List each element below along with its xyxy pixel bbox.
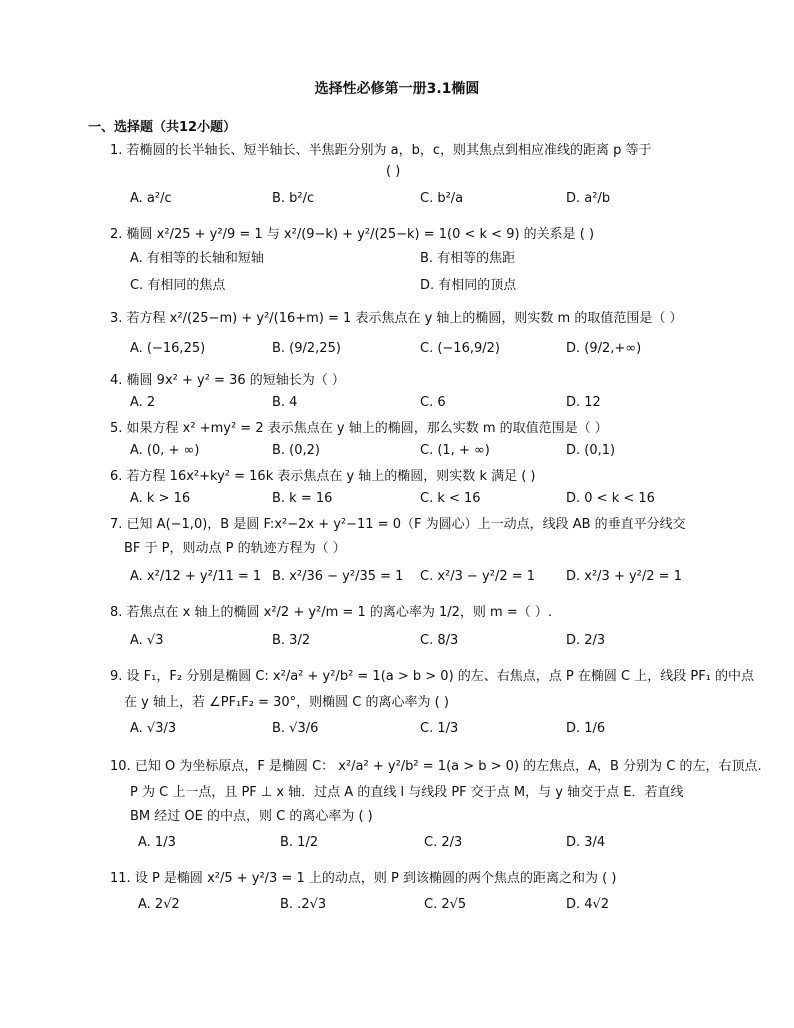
option-d: D. (0,1) xyxy=(566,443,616,458)
question-1: 1. 若椭圆的长半轴长、短半轴长、半焦距分别为 a，b，c，则其焦点到相应准线的距离 p 等于 xyxy=(110,143,652,158)
option-a: A. a²/c xyxy=(130,191,172,206)
question-5: 5. 如果方程 x² +my² = 2 表示焦点在 y 轴上的椭圆，那么实数 m 的取值范围是（ ） xyxy=(110,421,608,436)
section-heading: 一、选择题（共12小题） xyxy=(88,120,237,135)
option-b: B. k = 16 xyxy=(272,491,333,506)
option-a: A. (0, + ∞) xyxy=(130,443,200,458)
option-b: B. 1/2 xyxy=(280,835,319,850)
option-b: B. b²/c xyxy=(272,191,315,206)
question-10-line-3: BM 经过 OE 的中点，则 C 的离心率为 ( ) xyxy=(130,809,373,824)
option-a: A. 2 xyxy=(130,395,156,410)
option-a: A. x²/12 + y²/11 = 1 xyxy=(130,569,262,584)
option-c: C. 有相同的焦点 xyxy=(130,278,226,293)
option-b: B. .2√3 xyxy=(280,897,327,912)
option-c: C. (1, + ∞) xyxy=(420,443,490,458)
option-d: D. x²/3 + y²/2 = 1 xyxy=(566,569,682,584)
option-a: A. √3 xyxy=(130,633,164,648)
option-c: C. b²/a xyxy=(420,191,464,206)
option-d: D. 有相同的顶点 xyxy=(420,278,517,293)
option-c: C. 8/3 xyxy=(420,633,459,648)
question-7: 7. 已知 A(−1,0)，B 是圆 F:x²−2x + y²−11 = 0（F 为圆心）上一动点，线段 AB 的垂直平分线交 xyxy=(110,517,686,532)
question-10: 10. 已知 O 为坐标原点，F 是椭圆 C： x²/a² + y²/b² = 1(a > b > 0) 的左焦点，A，B 分别为 C 的左，右顶点. xyxy=(110,759,762,774)
option-b: B. (9/2,25) xyxy=(272,341,341,356)
option-c: C. k < 16 xyxy=(420,491,481,506)
option-a: A. (−16,25) xyxy=(130,341,206,356)
option-b: B. 4 xyxy=(272,395,298,410)
question-7-line-2: BF 于 P，则动点 P 的轨迹方程为（ ） xyxy=(124,541,346,556)
option-d: D. 1/6 xyxy=(566,721,606,736)
option-c: C. (−16,9/2) xyxy=(420,341,500,356)
question-9: 9. 设 F₁，F₂ 分别是椭圆 C: x²/a² + y²/b² = 1(a > b > 0) 的左、右焦点，点 P 在椭圆 C 上，线段 PF₁ 的中点 xyxy=(110,669,755,684)
question-2: 2. 椭圆 x²/25 + y²/9 = 1 与 x²/(9−k) + y²/(25−k) = 1(0 < k < 9) 的关系是 ( ) xyxy=(110,227,595,242)
option-b: B. 有相等的焦距 xyxy=(420,251,516,266)
option-d: D. 0 < k < 16 xyxy=(566,491,655,506)
option-d: D. 4√2 xyxy=(566,897,610,912)
question-4: 4. 椭圆 9x² + y² = 36 的短轴长为（ ） xyxy=(110,373,345,388)
question-10-line-2: P 为 C 上一点，且 PF ⊥ x 轴．过点 A 的直线 l 与线段 PF 交于点 M，与 y 轴交于点 E．若直线 xyxy=(130,785,684,800)
option-d: D. 12 xyxy=(566,395,601,410)
question-11: 11. 设 P 是椭圆 x²/5 + y²/3 = 1 上的动点，则 P 到该椭圆的两个焦点的距离之和为 ( ) xyxy=(110,871,617,886)
option-c: C. x²/3 − y²/2 = 1 xyxy=(420,569,536,584)
option-a: A. √3/3 xyxy=(130,721,177,736)
option-a: A. 2√2 xyxy=(138,897,180,912)
option-c: C. 2/3 xyxy=(424,835,463,850)
question-8: 8. 若焦点在 x 轴上的椭圆 x²/2 + y²/m = 1 的离心率为 1/2，则 m =（ ）. xyxy=(110,605,552,620)
question-9-line-2: 在 y 轴上，若 ∠PF₁F₂ = 30°，则椭圆 C 的离心率为 ( ) xyxy=(124,695,449,710)
question-6: 6. 若方程 16x²+ky² = 16k 表示焦点在 y 轴上的椭圆，则实数 k 满足 ( ) xyxy=(110,469,536,484)
option-b: B. (0,2) xyxy=(272,443,321,458)
question-3: 3. 若方程 x²/(25−m) + y²/(16+m) = 1 表示焦点在 y 轴上的椭圆，则实数 m 的取值范围是（ ） xyxy=(110,311,683,326)
answer-paren: ( ) xyxy=(386,164,401,179)
option-d: D. (9/2,+∞) xyxy=(566,341,642,356)
option-c: C. 6 xyxy=(420,395,446,410)
option-b: B. √3/6 xyxy=(272,721,319,736)
option-b: B. x²/36 − y²/35 = 1 xyxy=(272,569,404,584)
option-b: B. 3/2 xyxy=(272,633,311,648)
option-c: C. 2√5 xyxy=(424,897,467,912)
option-a: A. k > 16 xyxy=(130,491,191,506)
page-title: 选择性必修第一册3.1椭圆 xyxy=(314,81,480,97)
option-d: D. 2/3 xyxy=(566,633,606,648)
option-c: C. 1/3 xyxy=(420,721,459,736)
option-d: D. 3/4 xyxy=(566,835,606,850)
option-a: A. 有相等的长轴和短轴 xyxy=(130,251,264,266)
option-d: D. a²/b xyxy=(566,191,611,206)
option-a: A. 1/3 xyxy=(138,835,176,850)
